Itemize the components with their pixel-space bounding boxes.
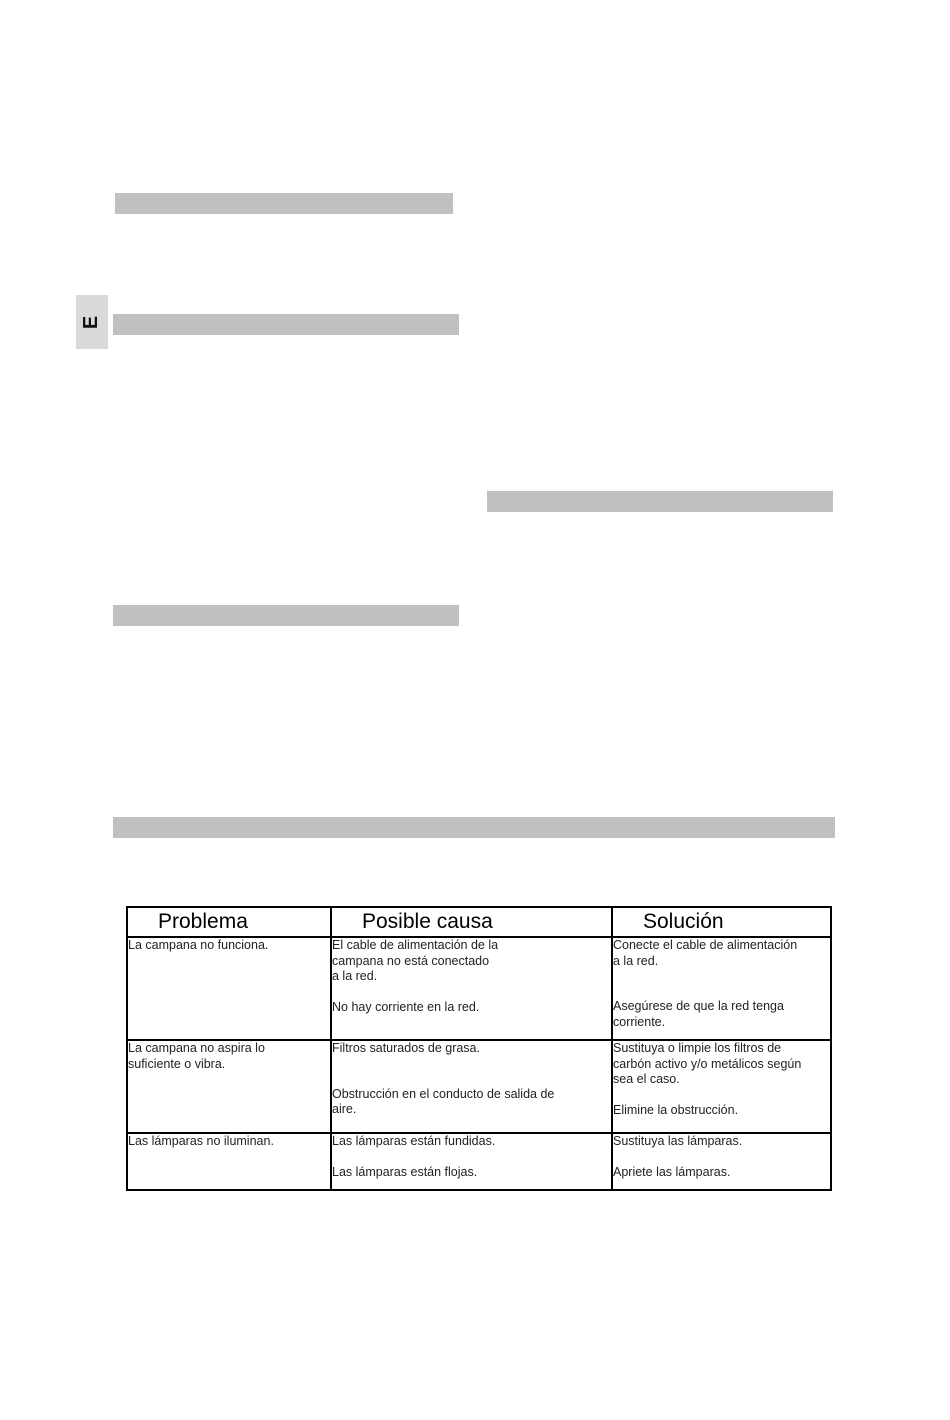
solution-cell: Conecte el cable de alimentación a la red. Asegúrese de que la red tenga corriente. [612, 937, 831, 1040]
table-row [127, 1133, 831, 1190]
section-bar-1 [115, 193, 453, 214]
section-bar-5 [113, 817, 835, 838]
solution-cell: Sustituya o limpie los filtros de carbón activo y/o metálicos según sea el caso. Elimine la obstrucción. [612, 1040, 831, 1133]
header-problem: Problema [127, 907, 331, 937]
table-row [127, 937, 831, 1040]
cause-cell: Las lámparas están fundidas. Las lámparas están flojas. [331, 1133, 612, 1190]
problem-cell: Las lámparas no iluminan. [127, 1133, 331, 1190]
cause-cell: Filtros saturados de grasa. Obstrucción en el conducto de salida de aire. [331, 1040, 612, 1133]
troubleshooting-table [126, 906, 832, 1191]
section-bar-3 [487, 491, 833, 512]
header-solution: Solución [612, 907, 831, 937]
solution-cell: Sustituya las lámparas. Apriete las lámparas. [612, 1133, 831, 1190]
problem-cell: La campana no funciona. [127, 937, 331, 1040]
section-bar-4 [113, 605, 459, 626]
language-letter: E [80, 315, 103, 329]
cause-cell: El cable de alimentación de la campana no está conectado a la red. No hay corriente en la red. [331, 937, 612, 1040]
section-bar-2 [113, 314, 459, 335]
header-cause: Posible causa [331, 907, 612, 937]
problem-cell: La campana no aspira lo suficiente o vibra. [127, 1040, 331, 1133]
table-row [127, 1040, 831, 1133]
language-side-tab [76, 295, 108, 349]
table-header-row [127, 907, 831, 937]
